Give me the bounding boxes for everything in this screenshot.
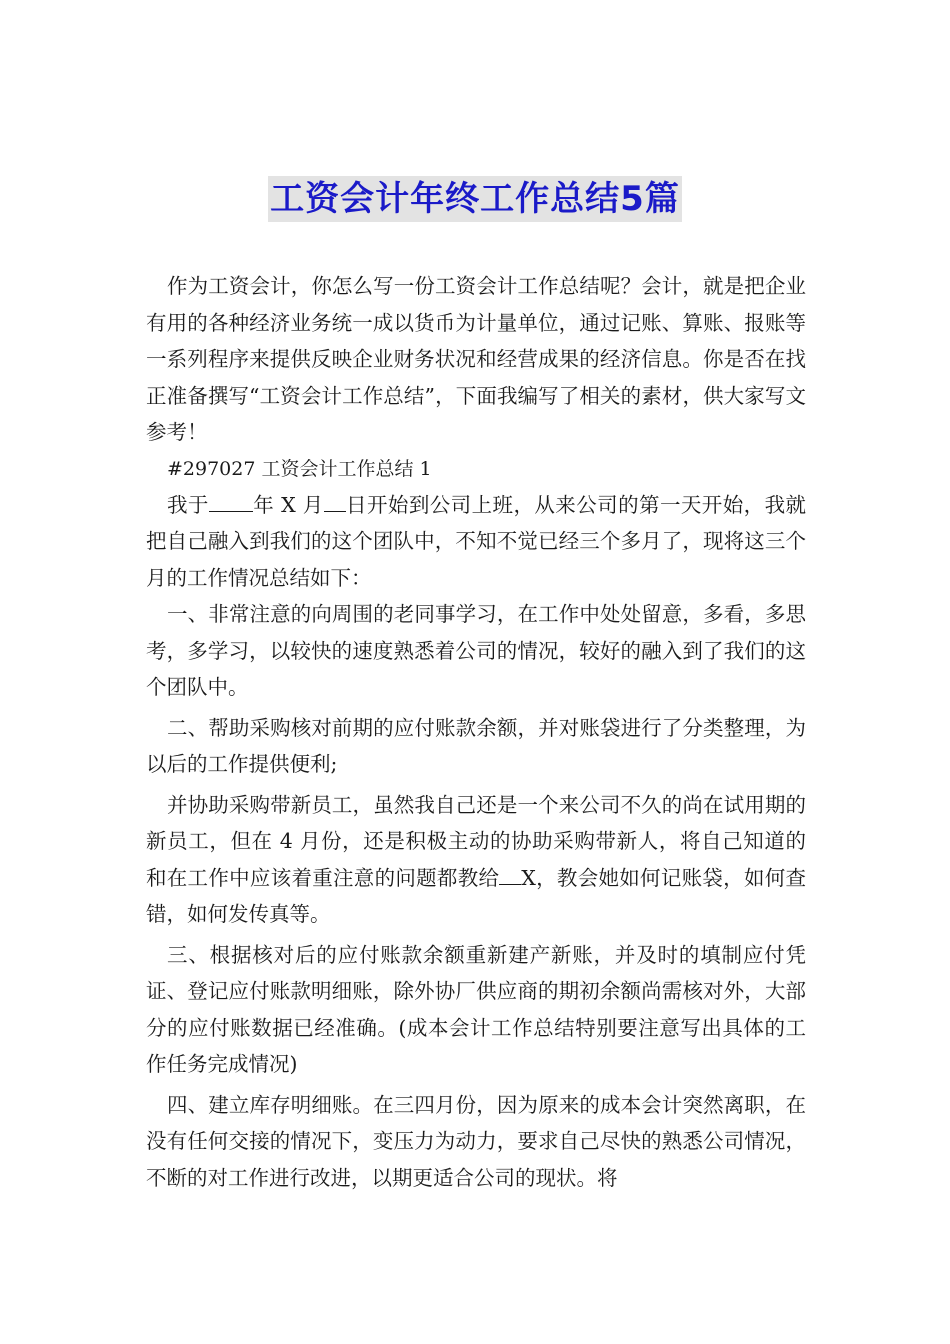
section-heading: #297027 工资会计工作总结 1 xyxy=(167,457,432,480)
paragraph-text: 年 X 月 xyxy=(252,492,324,517)
blank-line xyxy=(499,866,521,885)
title-container xyxy=(0,176,950,222)
paragraph-text: X，教会她如何记账袋，如何查错，如何发传真等。 xyxy=(146,865,807,926)
paragraph-text: 日开始到公司上班，从来公司的第一天开始，我就把自己融入到我们的这个团队中，不知不觉已经三个多月了，现将这三个月的工作情况总结如下： xyxy=(146,492,806,590)
document-body xyxy=(146,268,806,1196)
blank-line xyxy=(324,493,346,512)
paragraph-text: 并协助采购带新员工，虽然我自己还是一个来公司不久的尚在试用期的新员工，但在 4 月份，还是积极主动的协助采购带新人，将自己知道的和在工作中应该着重注意的问题都教给 xyxy=(146,792,806,890)
paragraph-text: 我于 xyxy=(167,492,209,517)
paragraph-item-three: 三、根据核对后的应付账款余额重新建产新账，并及时的填制应付凭证、登记应付账款明细账，除外协厂供应商的期初余额尚需核对外，大部分的应付账数据已经准确。(成本会计工作总结特别要注意写出具体的工作任务完成情况) xyxy=(146,942,806,1076)
paragraph-assist-purchasing xyxy=(146,787,806,933)
intro-paragraph: 作为工资会计，你怎么写一份工资会计工作总结呢？会计，就是把企业有用的各种经济业务统一成以货币为计量单位，通过记账、算账、报账等一系列程序来提供反映企业财务状况和经营成果的经济信息。你是否在找正准备撰写“工资会计工作总结”，下面我编写了相关的素材，供大家写文参考！ xyxy=(146,274,806,444)
document-title: 工资会计年终工作总结5篇 xyxy=(268,176,682,222)
paragraph-item-four: 四、建立库存明细账。在三四月份，因为原来的成本会计突然离职，在没有任何交接的情况下，变压力为动力，要求自己尽快的熟悉公司情况，不断的对工作进行改进，以期更适合公司的现状。将 xyxy=(146,1092,806,1190)
blank-line xyxy=(209,493,253,512)
paragraph-start-date xyxy=(146,487,806,597)
paragraph-item-two: 二、帮助采购核对前期的应付账款余额，并对账袋进行了分类整理，为以后的工作提供便利; xyxy=(146,715,806,776)
paragraph-item-one: 一、非常注意的向周围的老同事学习，在工作中处处留意，多看，多思考，多学习，以较快的速度熟悉着公司的情况，较好的融入到了我们的这个团队中。 xyxy=(146,602,806,699)
